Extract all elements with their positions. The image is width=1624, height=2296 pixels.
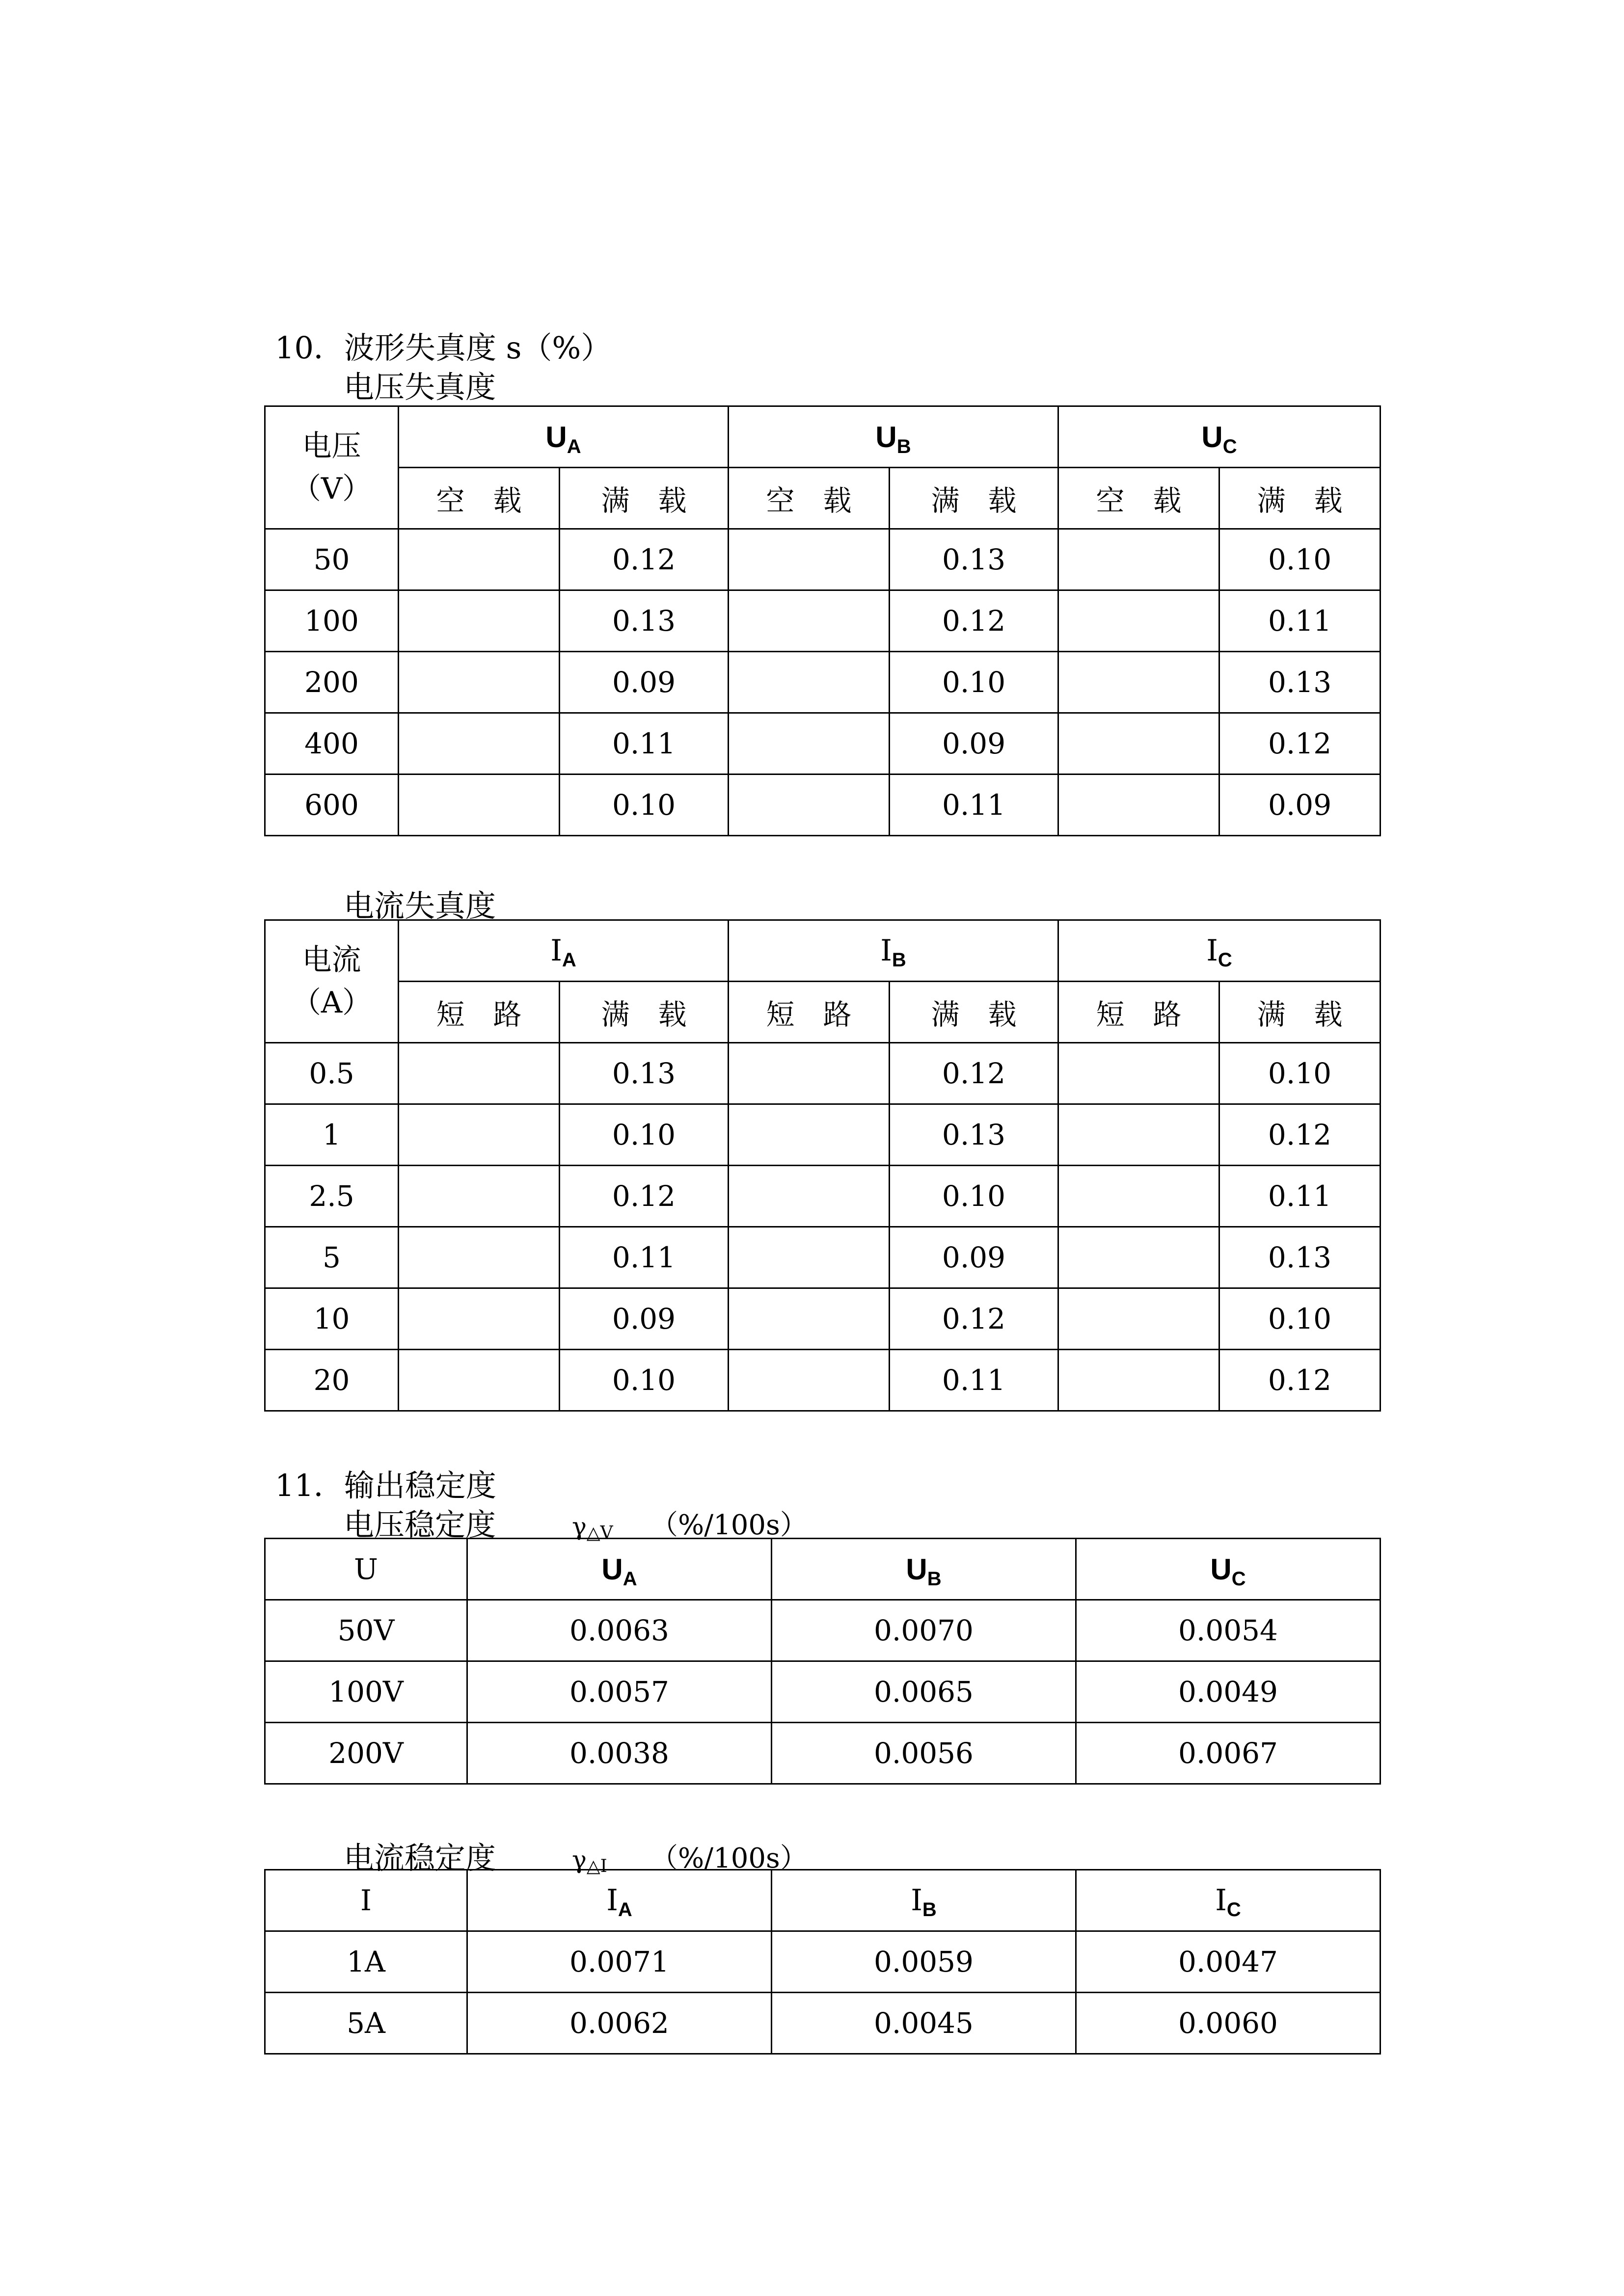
row-label: 0.5 <box>265 1043 399 1104</box>
row-header-line1: 电流 <box>302 942 361 977</box>
voltage-distortion-table <box>264 405 1381 836</box>
table-cell: 0.0062 <box>467 1993 772 2054</box>
table-cell: 0.12 <box>560 1166 729 1227</box>
table-cell <box>729 529 890 590</box>
table-cell: 0.0065 <box>772 1661 1076 1723</box>
table-cell: 0.12 <box>560 529 729 590</box>
phase-header-ic: $I_C$ <box>1058 920 1380 982</box>
table-cell <box>1058 1166 1219 1227</box>
table-cell <box>1058 1104 1219 1166</box>
row-label: 20 <box>265 1350 399 1411</box>
section-10-title: 10．波形失真度 s（%） <box>275 330 612 366</box>
row-label: 100V <box>265 1661 467 1723</box>
table-cell <box>399 590 560 652</box>
table-cell <box>399 1227 560 1288</box>
table-cell <box>399 713 560 774</box>
table-row <box>265 1166 1380 1227</box>
phase-header-uc: $U_C$ <box>1058 406 1380 468</box>
table-cell <box>1058 713 1219 774</box>
table-cell: 0.0071 <box>467 1931 772 1993</box>
row-label: 400 <box>265 713 399 774</box>
table-row <box>265 1993 1380 2054</box>
phase-header-ib: $I_B$ <box>729 920 1058 982</box>
table-cell: 0.11 <box>1219 1166 1380 1227</box>
table-cell: 0.0056 <box>772 1723 1076 1784</box>
table-cell <box>399 1166 560 1227</box>
row-header-line1: 电压 <box>302 428 361 463</box>
table-row <box>265 1600 1380 1661</box>
table-cell: 0.13 <box>1219 1227 1380 1288</box>
table-row <box>265 1350 1380 1411</box>
table-cell: 0.09 <box>890 1227 1058 1288</box>
row-label: 50V <box>265 1600 467 1661</box>
table-cell <box>729 1166 890 1227</box>
table-cell: 0.10 <box>1219 529 1380 590</box>
sub-header-no-load: 空 载 <box>1058 468 1219 529</box>
row-header-cell <box>265 920 399 1043</box>
row-header-line2: （V） <box>291 471 372 506</box>
table-row <box>265 1723 1380 1784</box>
table-cell: 0.12 <box>1219 1104 1380 1166</box>
table-cell <box>1058 652 1219 713</box>
table-cell <box>399 1288 560 1350</box>
table-cell: 0.0047 <box>1076 1931 1380 1993</box>
table-cell <box>729 1288 890 1350</box>
table-cell <box>729 590 890 652</box>
table-cell: 0.0059 <box>772 1931 1076 1993</box>
sub-header-full-load: 满 载 <box>1219 982 1380 1043</box>
voltage-stability-table <box>264 1538 1381 1785</box>
table-cell: 0.13 <box>890 1104 1058 1166</box>
voltage-stability-symbol: $\gamma_{\triangle V}$ <box>572 1512 613 1543</box>
sub-header-short-circuit: 短 路 <box>399 982 560 1043</box>
row-label: 100 <box>265 590 399 652</box>
sub-header-full-load: 满 载 <box>1219 468 1380 529</box>
sub-header-full-load: 满 载 <box>560 468 729 529</box>
current-stability-caption: 电流稳定度 <box>344 1840 496 1876</box>
sub-header-short-circuit: 短 路 <box>729 982 890 1043</box>
table-cell: 0.0057 <box>467 1661 772 1723</box>
table-cell: 0.09 <box>890 713 1058 774</box>
table-row <box>265 1288 1380 1350</box>
table-cell: 0.11 <box>560 713 729 774</box>
table-row <box>265 529 1380 590</box>
row-header-i: I <box>265 1870 467 1931</box>
table-cell <box>399 529 560 590</box>
table-cell: 0.0060 <box>1076 1993 1380 2054</box>
current-stability-table <box>264 1869 1381 2055</box>
table-cell: 0.13 <box>1219 652 1380 713</box>
table-cell: 0.10 <box>560 774 729 836</box>
table-cell: 0.10 <box>1219 1043 1380 1104</box>
table-row <box>265 1931 1380 1993</box>
table-cell <box>1058 590 1219 652</box>
voltage-stability-caption: 电压稳定度 <box>344 1507 496 1543</box>
table-cell <box>1058 1043 1219 1104</box>
table-cell: 0.12 <box>1219 1350 1380 1411</box>
table-cell <box>399 1043 560 1104</box>
table-cell <box>729 713 890 774</box>
table-cell <box>399 652 560 713</box>
phase-header-ib: $I_B$ <box>772 1870 1076 1931</box>
phase-header-ub: $U_B$ <box>729 406 1058 468</box>
table-cell: 0.10 <box>890 652 1058 713</box>
table-cell: 0.12 <box>890 590 1058 652</box>
sub-header-no-load: 空 载 <box>729 468 890 529</box>
table-cell <box>729 1350 890 1411</box>
table-cell: 0.11 <box>1219 590 1380 652</box>
table-cell <box>1058 1288 1219 1350</box>
table-row <box>265 1227 1380 1288</box>
table-row <box>265 713 1380 774</box>
phase-header-ua: $U_A$ <box>399 406 729 468</box>
table-cell: 0.0067 <box>1076 1723 1380 1784</box>
section-11-title: 11．输出稳定度 <box>275 1468 496 1503</box>
table-row <box>265 774 1380 836</box>
table-cell: 0.09 <box>560 652 729 713</box>
table-row <box>265 590 1380 652</box>
current-stability-unit: （%/100s） <box>650 1842 808 1874</box>
voltage-distortion-caption: 电压失真度 <box>344 369 496 405</box>
table-cell: 0.0054 <box>1076 1600 1380 1661</box>
row-label: 50 <box>265 529 399 590</box>
table-cell: 0.10 <box>890 1166 1058 1227</box>
row-label: 5 <box>265 1227 399 1288</box>
table-cell: 0.0070 <box>772 1600 1076 1661</box>
table-cell: 0.09 <box>1219 774 1380 836</box>
table-cell <box>399 1350 560 1411</box>
sub-header-short-circuit: 短 路 <box>1058 982 1219 1043</box>
table-cell: 0.10 <box>1219 1288 1380 1350</box>
row-label: 2.5 <box>265 1166 399 1227</box>
row-header-u: U <box>265 1539 467 1600</box>
table-cell: 0.0049 <box>1076 1661 1380 1723</box>
current-distortion-caption: 电流失真度 <box>344 888 496 924</box>
phase-header-ua: $U_A$ <box>467 1539 772 1600</box>
table-cell <box>729 1227 890 1288</box>
phase-header-ub: $U_B$ <box>772 1539 1076 1600</box>
sub-header-full-load: 满 载 <box>560 982 729 1043</box>
table-cell: 0.10 <box>560 1104 729 1166</box>
row-label: 1A <box>265 1931 467 1993</box>
table-cell: 0.12 <box>890 1043 1058 1104</box>
table-cell <box>729 1043 890 1104</box>
table-cell: 0.12 <box>1219 713 1380 774</box>
phase-header-ia: $I_A$ <box>467 1870 772 1931</box>
table-cell <box>729 1104 890 1166</box>
row-label: 10 <box>265 1288 399 1350</box>
table-cell: 0.13 <box>890 529 1058 590</box>
phase-header-ic: $I_C$ <box>1076 1870 1380 1931</box>
table-cell: 0.11 <box>890 1350 1058 1411</box>
table-row <box>265 1043 1380 1104</box>
table-cell <box>729 652 890 713</box>
table-row <box>265 1104 1380 1166</box>
table-cell: 0.10 <box>560 1350 729 1411</box>
table-cell: 0.12 <box>890 1288 1058 1350</box>
row-label: 200V <box>265 1723 467 1784</box>
table-cell: 0.11 <box>560 1227 729 1288</box>
table-cell: 0.0038 <box>467 1723 772 1784</box>
current-stability-symbol: $\gamma_{\triangle I}$ <box>572 1845 607 1876</box>
row-label: 600 <box>265 774 399 836</box>
table-cell <box>1058 774 1219 836</box>
phase-header-ia: $I_A$ <box>399 920 729 982</box>
table-cell: 0.0045 <box>772 1993 1076 2054</box>
row-label: 200 <box>265 652 399 713</box>
table-cell: 0.13 <box>560 590 729 652</box>
table-cell <box>1058 1350 1219 1411</box>
table-cell <box>729 774 890 836</box>
table-cell <box>399 774 560 836</box>
voltage-stability-unit: （%/100s） <box>650 1509 808 1541</box>
row-header-line2: （A） <box>291 985 372 1020</box>
table-cell <box>399 1104 560 1166</box>
table-cell <box>1058 529 1219 590</box>
table-row <box>265 1661 1380 1723</box>
sub-header-full-load: 满 载 <box>890 982 1058 1043</box>
current-distortion-table <box>264 919 1381 1412</box>
sub-header-full-load: 满 载 <box>890 468 1058 529</box>
table-cell: 0.09 <box>560 1288 729 1350</box>
table-cell: 0.13 <box>560 1043 729 1104</box>
row-label: 1 <box>265 1104 399 1166</box>
table-row <box>265 652 1380 713</box>
table-cell <box>1058 1227 1219 1288</box>
phase-header-uc: $U_C$ <box>1076 1539 1380 1600</box>
table-cell: 0.11 <box>890 774 1058 836</box>
row-label: 5A <box>265 1993 467 2054</box>
sub-header-no-load: 空 载 <box>399 468 560 529</box>
table-cell: 0.0063 <box>467 1600 772 1661</box>
row-header-cell <box>265 406 399 529</box>
